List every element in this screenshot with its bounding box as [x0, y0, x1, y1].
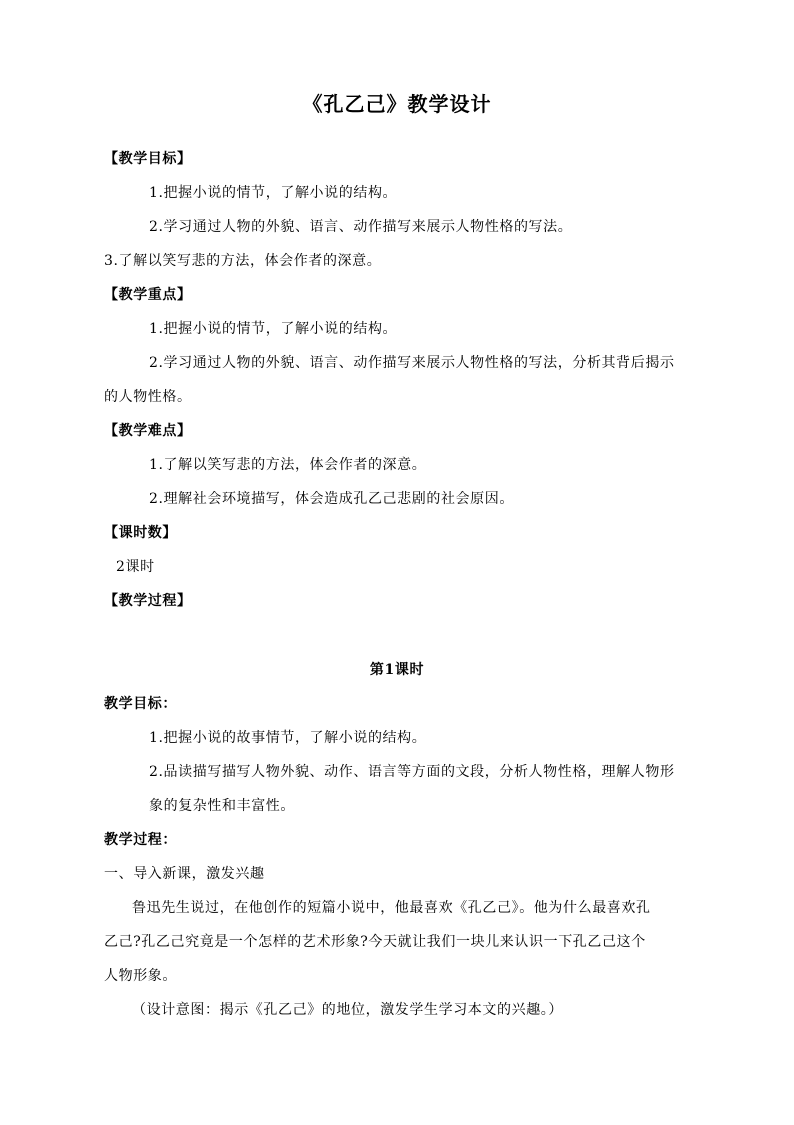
- key-points-item-2-line-1: 2.学习通过人物的外貌、语言、动作描写来展示人物性格的写法，分析其背后揭示: [149, 355, 675, 371]
- key-points-item-1: 1.把握小说的情节，了解小说的结构。: [149, 321, 398, 337]
- intro-paragraph-line-3: 人物形象。: [104, 968, 177, 984]
- intro-paragraph-line-1: 鲁迅先生说过，在他创作的短篇小说中，他最喜欢《孔乙己》。他为什么最喜欢孔: [132, 900, 651, 916]
- objectives-item-2: 2.学习通过人物的外貌、语言、动作描写来展示人物性格的写法。: [149, 219, 573, 235]
- lesson-1-process-label: 教学过程：: [104, 832, 177, 848]
- key-points-heading: 【教学重点】: [104, 287, 192, 303]
- hours-value: 2课时: [116, 559, 155, 575]
- intro-paragraph-line-2: 乙己?孔乙己究竟是一个怎样的艺术形象?今天就让我们一块儿来认识一下孔乙己这个: [104, 934, 646, 950]
- key-points-item-2-line-2: 的人物性格。: [104, 389, 192, 405]
- design-intent-note: （设计意图：揭示《孔乙己》的地位，激发学生学习本文的兴趣。）: [132, 1002, 563, 1018]
- lesson-1-objective-2-line-2: 象的复杂性和丰富性。: [149, 798, 295, 814]
- hours-heading: 【课时数】: [104, 525, 177, 541]
- lesson-1-objective-2-line-1: 2.品读描写描写人物外貌、动作、语言等方面的文段，分析人物性格，理解人物形: [149, 764, 675, 780]
- difficulties-heading: 【教学难点】: [104, 423, 192, 439]
- document-title: 《孔乙己》教学设计: [302, 92, 492, 116]
- lesson-1-objective-1: 1.把握小说的故事情节，了解小说的结构。: [149, 730, 427, 746]
- difficulties-item-1: 1.了解以笑写悲的方法，体会作者的深意。: [149, 457, 427, 473]
- lesson-1-objectives-label: 教学目标：: [104, 696, 177, 712]
- lesson-1-title: 第1课时: [369, 662, 425, 678]
- process-heading: 【教学过程】: [104, 593, 192, 609]
- objectives-item-3: 3.了解以笑写悲的方法，体会作者的深意。: [104, 253, 382, 269]
- section-1-title: 一、导入新课，激发兴趣: [104, 866, 265, 882]
- objectives-heading: 【教学目标】: [104, 151, 192, 167]
- difficulties-item-2: 2.理解社会环境描写，体会造成孔乙己悲剧的社会原因。: [149, 491, 514, 507]
- objectives-item-1: 1.把握小说的情节，了解小说的结构。: [149, 185, 398, 201]
